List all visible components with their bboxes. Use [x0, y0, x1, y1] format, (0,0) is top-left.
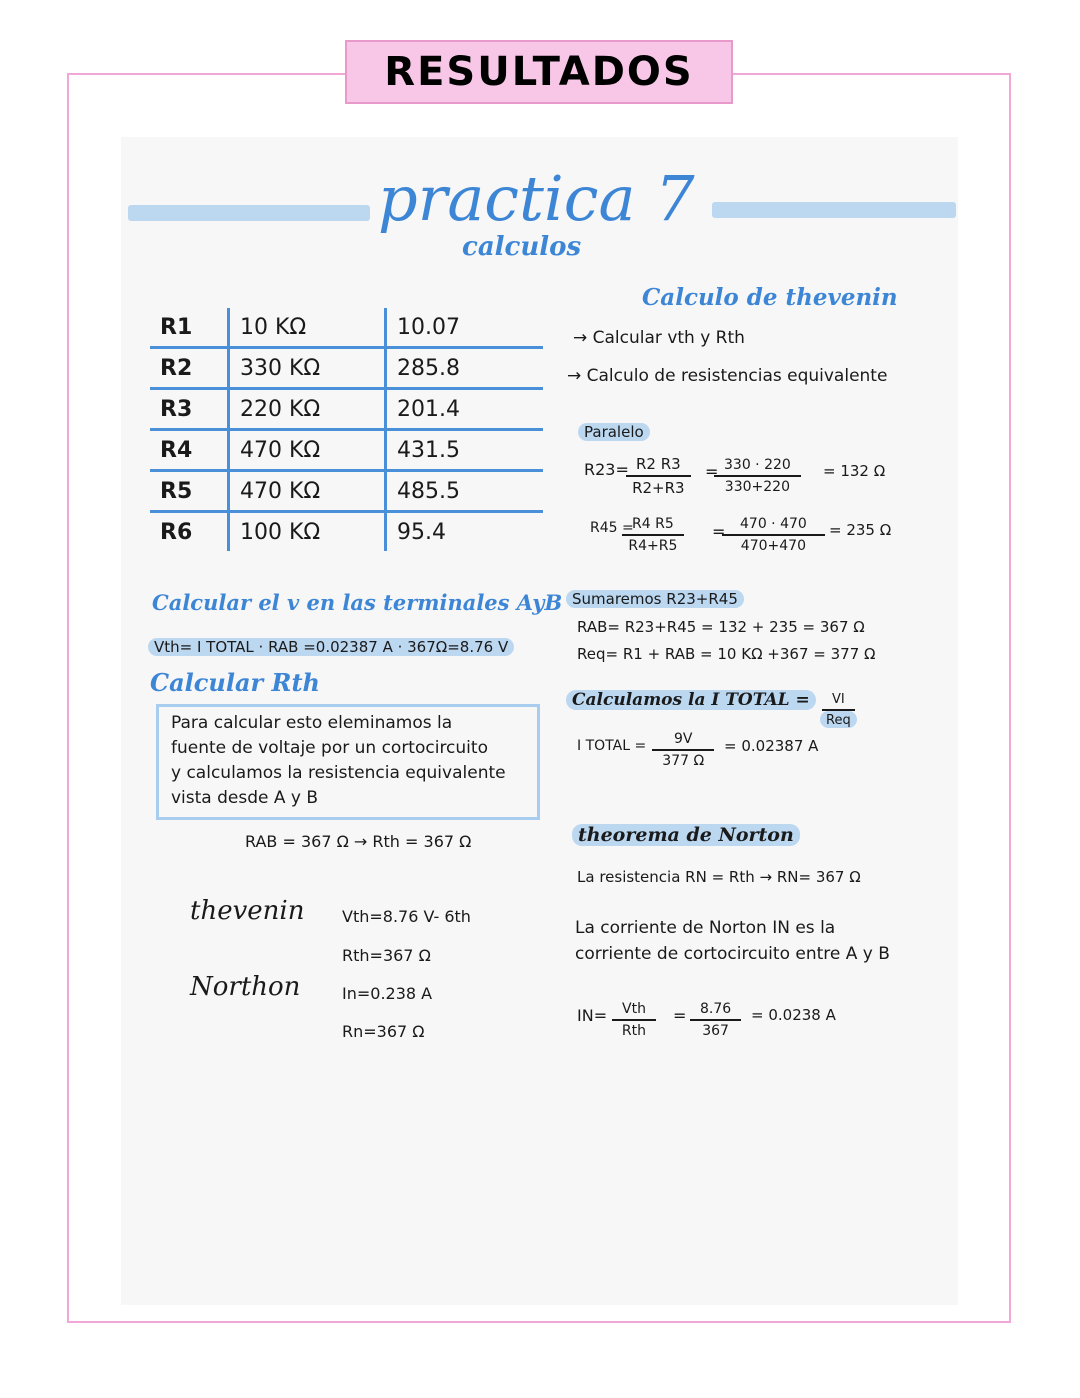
rn-line: La resistencia RN = Rth → RN= 367 Ω: [577, 868, 861, 886]
title-rule-right: [712, 202, 956, 218]
in-den: Rth: [621, 1023, 647, 1039]
norton-heading: [572, 824, 800, 846]
in-fraction: [612, 1001, 656, 1039]
header-title-box: [345, 40, 733, 104]
r45-num: R4 R5: [622, 516, 684, 536]
table-row: [150, 471, 543, 512]
r23-den-2: 330+220: [724, 479, 790, 495]
r45-result: = 235 Ω: [829, 521, 892, 539]
in-lhs: IN=: [577, 1006, 608, 1025]
explanation-box: [156, 704, 540, 820]
resistor-nominal: 220 KΩ: [229, 389, 386, 430]
itotal-calc-den: 377 Ω: [662, 753, 705, 769]
in-num: Vth: [612, 1001, 656, 1021]
rab-equation: RAB = 367 Ω → Rth = 367 Ω: [245, 832, 472, 851]
current-line-2: corriente de cortocircuito entre A y B: [575, 944, 890, 964]
resistor-nominal: 470 KΩ: [229, 430, 386, 471]
sum-label-text: Sumaremos R23+R45: [566, 590, 744, 608]
current-line-1: La corriente de Norton IN es la: [575, 918, 836, 938]
resistor-measured: 201.4: [386, 389, 544, 430]
in-equals: =: [673, 1006, 687, 1025]
resistor-name: R4: [160, 437, 193, 463]
itotal-result: = 0.02387 A: [724, 737, 819, 755]
in-num-2: 8.76: [690, 1001, 741, 1021]
table-row: [150, 430, 543, 471]
r23-result: = 132 Ω: [823, 462, 886, 480]
calc-rth-heading: Calcular Rth: [150, 668, 320, 697]
resistor-nominal: 100 KΩ: [229, 512, 386, 552]
itotal-lhs: I TOTAL =: [577, 738, 647, 754]
r23-fraction-2: [714, 457, 801, 495]
r45-fraction-2: [722, 516, 825, 554]
r45-equals: =: [712, 522, 726, 541]
r23-num-2: 330 · 220: [714, 457, 801, 477]
step-1: → Calcular vth y Rth: [573, 328, 745, 348]
paralelo-label-text: Paralelo: [578, 423, 650, 441]
in-result: = 0.0238 A: [751, 1006, 836, 1024]
explanation-line: Para calcular esto eleminamos la: [171, 713, 453, 733]
thevenin-heading: Calculo de thevenin: [642, 284, 898, 311]
table-row: [150, 348, 543, 389]
resistor-name: R3: [160, 396, 193, 422]
resistor-measured: 431.5: [386, 430, 544, 471]
resistor-measured: 285.8: [386, 348, 544, 389]
thevenin-label: thevenin: [190, 896, 305, 926]
resistor-table: [150, 308, 543, 551]
r23-num: R2 R3: [626, 455, 691, 477]
itotal-calc-num: 9V: [652, 731, 714, 751]
table-row: [150, 308, 543, 348]
r45-fraction: [622, 516, 684, 554]
resistor-name: R5: [160, 478, 193, 504]
r23-equals: =: [705, 462, 719, 481]
in-fraction-2: [690, 1001, 741, 1039]
explanation-line: y calculamos la resistencia equivalente: [171, 763, 506, 783]
req-line: Req= R1 + RAB = 10 KΩ +367 = 377 Ω: [577, 645, 876, 663]
rn-value: Rn=367 Ω: [342, 1022, 425, 1041]
resistor-nominal: 10 KΩ: [229, 308, 386, 348]
header-title: RESULTADOS: [384, 49, 694, 95]
resistor-nominal: 470 KΩ: [229, 471, 386, 512]
in-den-2: 367: [702, 1023, 729, 1039]
resistor-name: R2: [160, 355, 193, 381]
norton-heading-text: theorema de Norton: [572, 824, 800, 846]
paralelo-label: [578, 423, 650, 441]
resistor-measured: 10.07: [386, 308, 544, 348]
itotal-calc-fraction: [652, 731, 714, 769]
vth-equation-text: Vth= I TOTAL · RAB =0.02387 A · 367Ω=8.76 V: [148, 638, 514, 656]
r45-num-2: 470 · 470: [722, 516, 825, 536]
page-title: practica 7: [378, 162, 695, 235]
table-row: [150, 512, 543, 552]
sum-label: [566, 590, 744, 608]
r23-lhs: R23=: [584, 460, 629, 479]
explanation-line: fuente de voltaje por un cortocircuito: [171, 738, 488, 758]
itotal-den: Req: [820, 711, 857, 728]
itotal-heading-text: Calculamos la I TOTAL =: [566, 690, 816, 710]
itotal-num: VI: [822, 692, 855, 711]
rab-line: RAB= R23+R45 = 132 + 235 = 367 Ω: [577, 618, 865, 636]
vth-equation: [148, 638, 514, 656]
r23-den: R2+R3: [632, 479, 685, 497]
resistor-nominal: 330 KΩ: [229, 348, 386, 389]
resistor-name: R6: [160, 519, 193, 545]
title-rule-left: [128, 205, 370, 221]
r23-fraction: [626, 455, 691, 497]
itotal-fraction: [820, 692, 857, 728]
calc-v-heading: Calcular el v en las terminales AyB: [152, 590, 563, 615]
resistor-measured: 95.4: [386, 512, 544, 552]
resistor-name: R1: [160, 314, 193, 340]
vth-value: Vth=8.76 V- 6th: [342, 907, 471, 926]
r45-den: R4+R5: [628, 538, 678, 554]
r45-den-2: 470+470: [740, 538, 806, 554]
itotal-heading: [566, 690, 816, 710]
step-2: → Calculo de resistencias equivalente: [567, 366, 888, 386]
explanation-line: vista desde A y B: [171, 788, 319, 808]
table-row: [150, 389, 543, 430]
in-value: In=0.238 A: [342, 984, 433, 1003]
r45-lhs: R45 =: [590, 520, 634, 536]
norton-label: Northon: [190, 972, 301, 1002]
page-subtitle: calculos: [462, 232, 582, 262]
rth-value: Rth=367 Ω: [342, 946, 431, 965]
resistor-measured: 485.5: [386, 471, 544, 512]
